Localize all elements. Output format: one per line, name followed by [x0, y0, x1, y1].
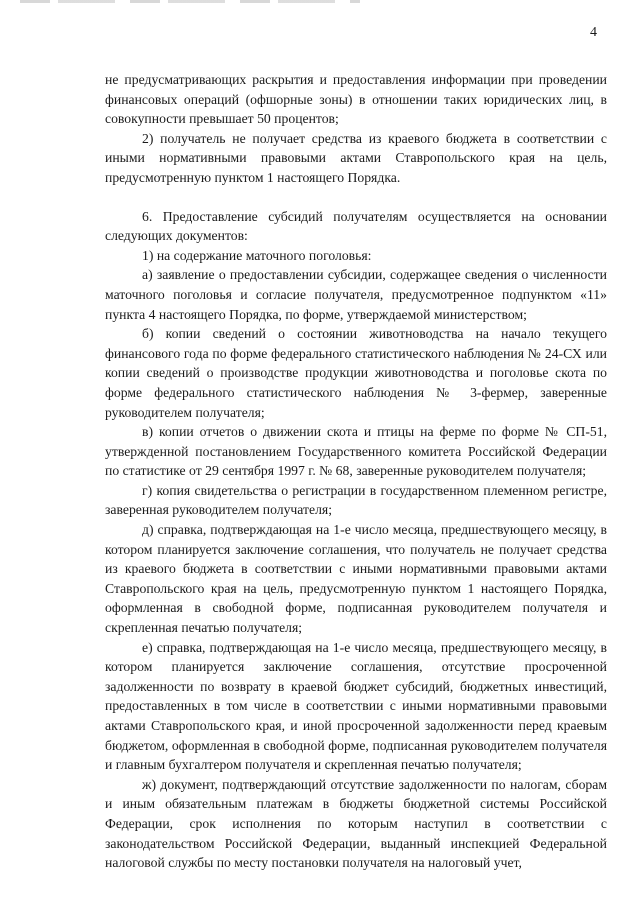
- paragraph-item-e: е) справка, подтверждающая на 1-е число месяца, предшествующего месяцу, в котором планируется заключение соглашения, отсутствие просроченной задолженности по возврату в краевой бюджет субсидий, бюджетных инвестиций, предоставленных в том числе в соответствии с иными нормативными правовыми актами Ставропольского края, и иной просроченной задолженности перед краевым бюджетом, оформленная в свободной форме, подписанная руководителем получателя и главным бухгалтером получателя и скрепленная печатью получателя;: [105, 639, 607, 773]
- scan-artifact: [20, 0, 360, 3]
- paragraph-item-d: д) справка, подтверждающая на 1-е число месяца, предшествующего месяцу, в котором планируется заключение соглашения, что получатель не получает средства из краевого бюджета в соответствии с иными нормативными правовыми актами Ставропольского края на цель, предусмотренную пунктом 1 настоящего Порядка, оформленная в свободной форме, подписанная руководителем получателя и скрепленная печатью получателя;: [105, 522, 607, 636]
- paragraph-item-zh: ж) документ, подтверждающий отсутствие задолженности по налогам, сборам и иным обязательным платежам в бюджеты бюджетной системы Российской Федерации, срок исполнения по которым наступил в соответствии с законодательством Российской Федерации, выданный инспекцией Федеральной налоговой службы по месту постановки получателя на налоговый учет,: [105, 776, 607, 871]
- paragraph-item-a: а) заявление о предоставлении субсидии, содержащее сведения о численности маточного поголовья и согласие получателя, предусмотренное подпунктом «11» пункта 4 настоящего Порядка, по форме, утверждаемой министерством;: [105, 267, 607, 322]
- page-number: 4: [590, 25, 597, 40]
- paragraph-continuation: не предусматривающих раскрытия и предоставления информации при проведении финансовых операций (офшорные зоны) в отношении таких юридических лиц, в совокупности превышает 50 процентов;: [105, 72, 607, 127]
- document-body: [105, 70, 607, 873]
- paragraph-item-2: 2) получатель не получает средства из краевого бюджета в соответствии с иными нормативными правовыми актами Ставропольского края на цель, предусмотренную пунктом 1 настоящего Порядка.: [105, 130, 607, 185]
- paragraph-section-6: 6. Предоставление субсидий получателям осуществляется на основании следующих документов:: [105, 208, 607, 244]
- paragraph-item-g: г) копия свидетельства о регистрации в государственном племенном регистре, заверенная руководителем получателя;: [105, 482, 607, 518]
- paragraph-item-b: б) копии сведений о состоянии животноводства на начало текущего финансового года по форме федерального статистического наблюдения № 24-СХ или копии сведений о производстве продукции животноводства и поголовье скота по форме федерального статистического наблюдения № 3-фермер, заверенные руководителем получателя;: [105, 326, 607, 420]
- paragraph-item-v: в) копии отчетов о движении скота и птицы на ферме по форме № СП-51, утвержденной постановлением Государственного комитета Российской Федерации по статистике от 29 сентября 1997 г. № 68, заверенные руководителем получателя;: [105, 424, 607, 479]
- paragraph-item-1: 1) на содержание маточного поголовья:: [142, 247, 372, 263]
